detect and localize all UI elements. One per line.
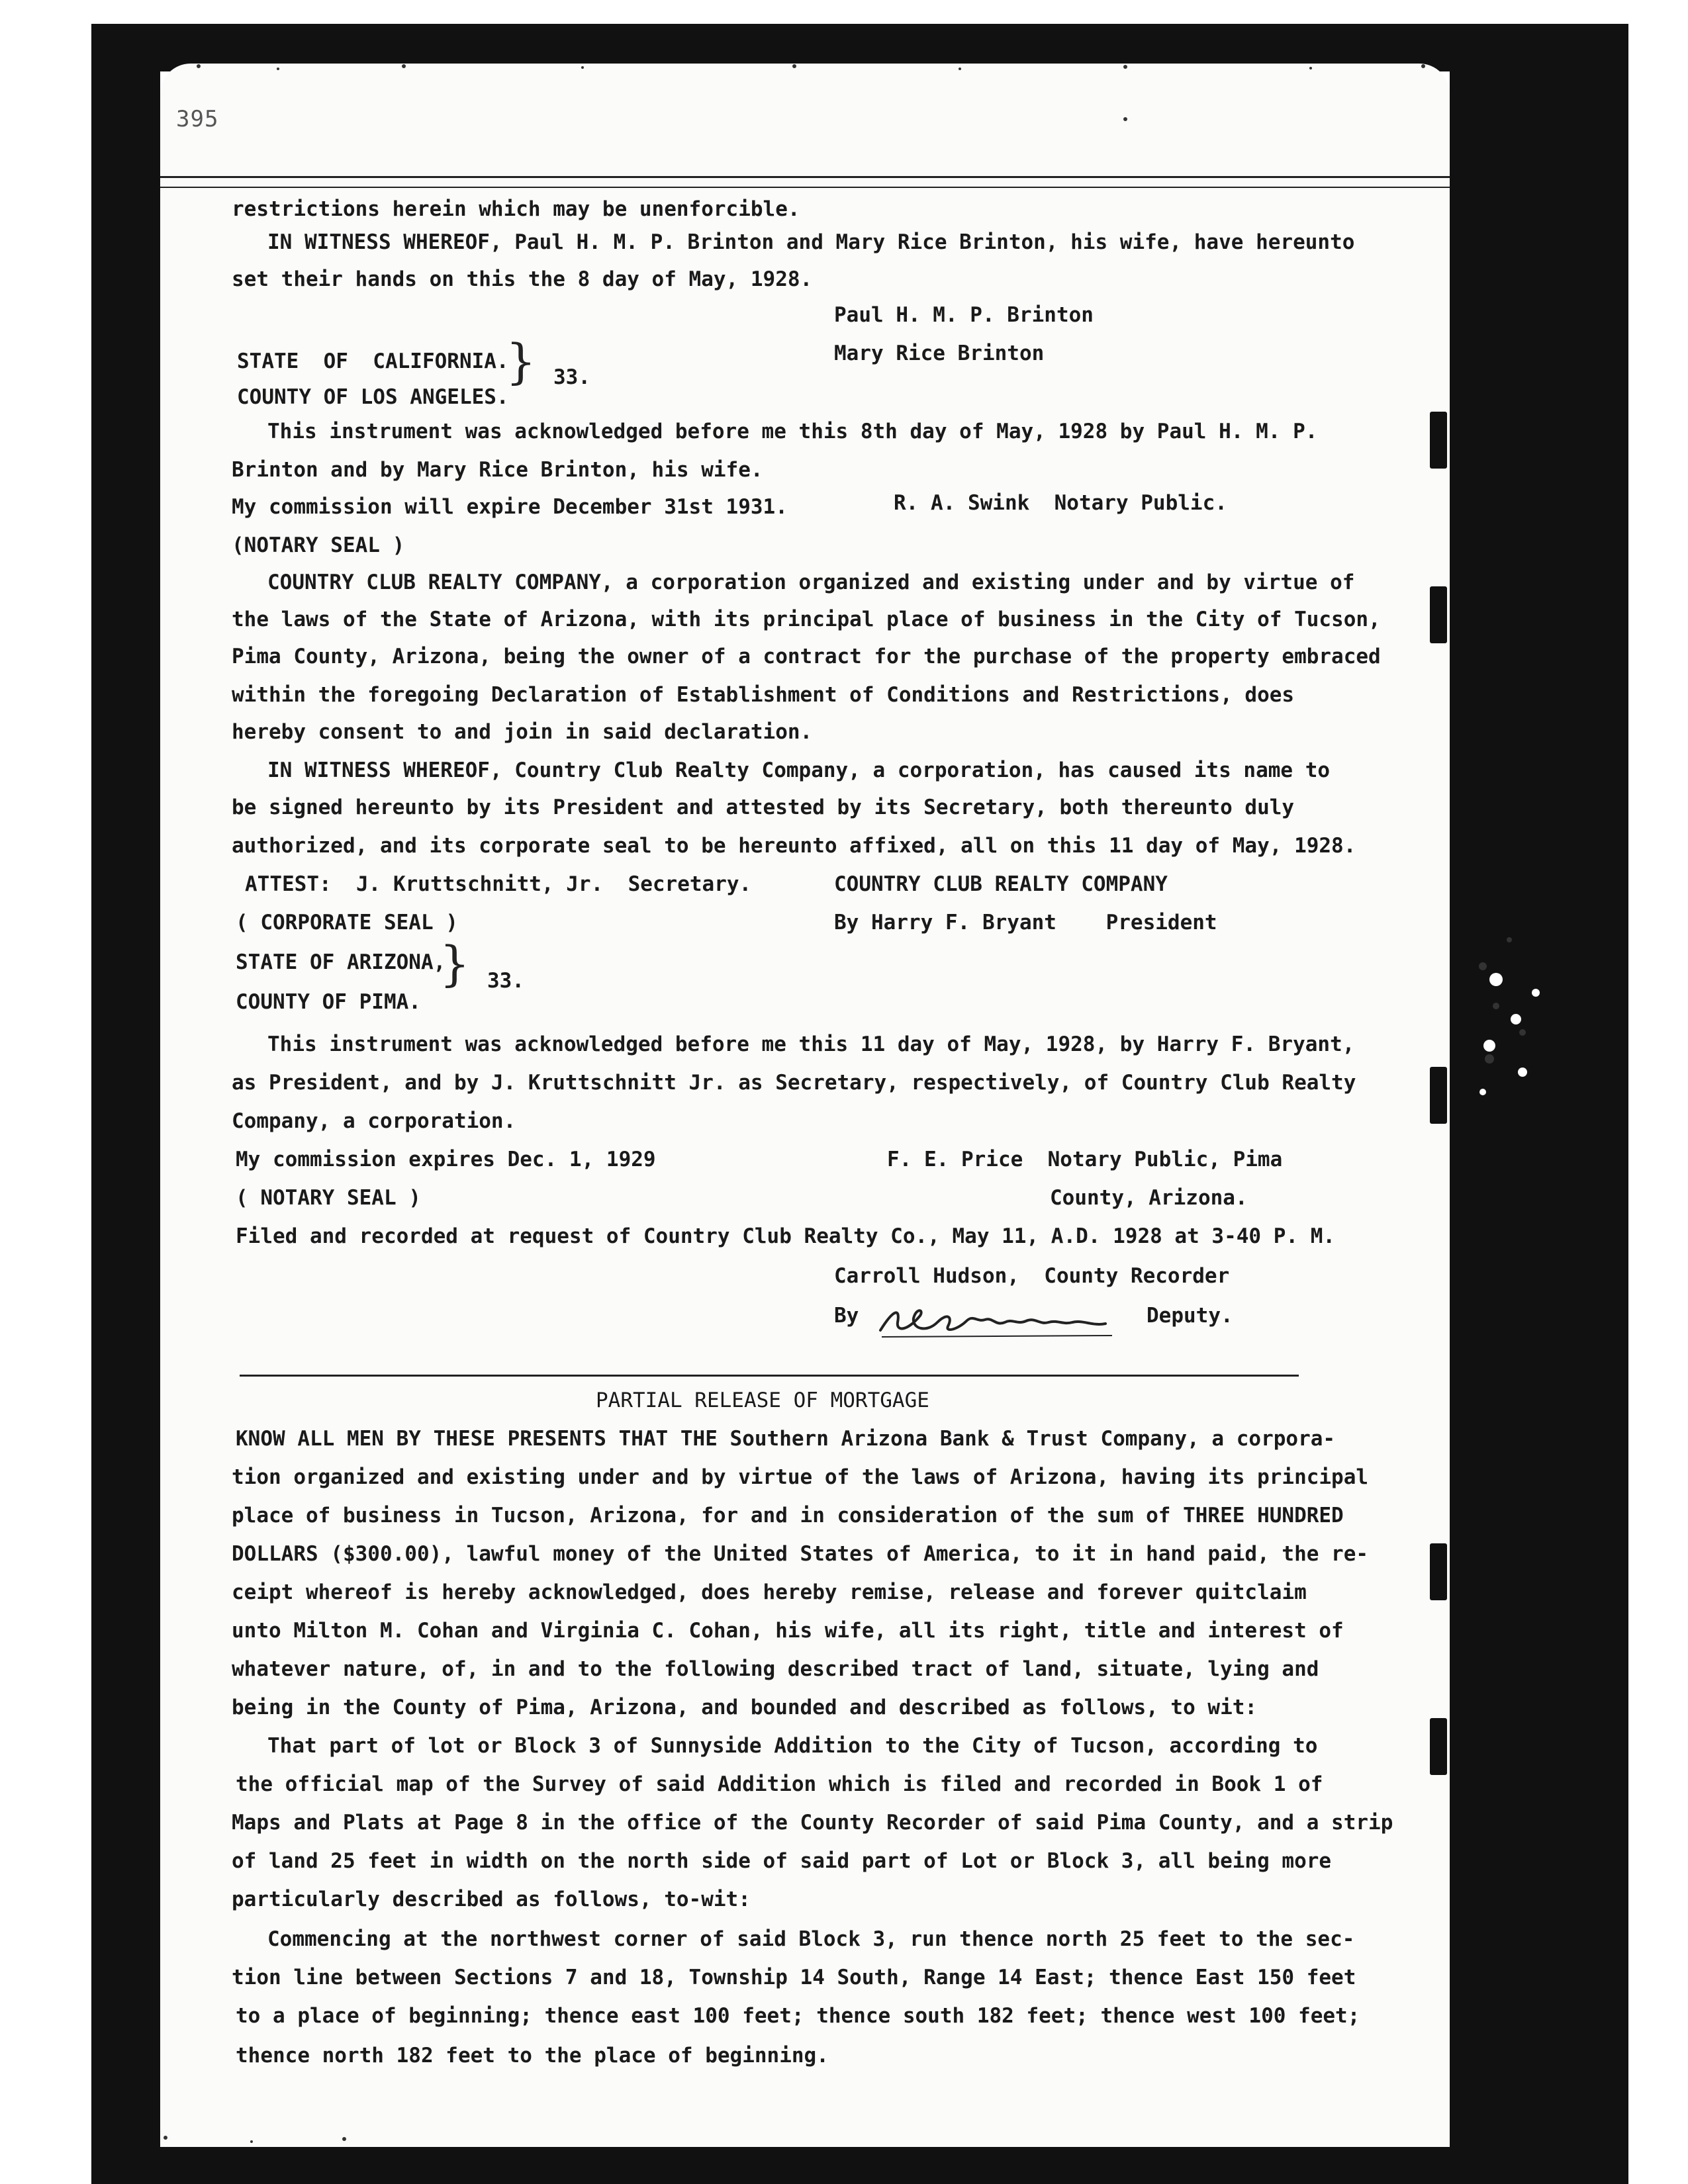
- text-line: being in the County of Pima, Arizona, and bounded and described as follows, to wit:: [232, 1696, 1258, 1719]
- venue-ss: 33.: [487, 969, 524, 993]
- text-line: unto Milton M. Cohan and Virginia C. Cohan, his wife, all its right, title and interest of: [232, 1619, 1344, 1643]
- text-line: This instrument was acknowledged before me this 8th day of May, 1928 by Paul H. M. P.: [267, 420, 1318, 443]
- text-line: KNOW ALL MEN BY THESE PRESENTS THAT THE Southern Arizona Bank & Trust Company, a corpora-: [236, 1427, 1336, 1451]
- text-line: particularly described as follows, to-wit:: [232, 1888, 751, 1911]
- text-line: place of business in Tucson, Arizona, for and in consideration of the sum of THREE HUNDRED: [232, 1504, 1344, 1527]
- notary-name: F. E. Price Notary Public, Pima: [887, 1148, 1283, 1171]
- margin-marker: [1430, 412, 1447, 469]
- by-label: By: [834, 1304, 859, 1328]
- venue-state: STATE OF ARIZONA,: [236, 950, 446, 974]
- text-line: Commencing at the northwest corner of said Block 3, run thence north 25 feet to the sec-: [267, 1927, 1355, 1951]
- text-line: thence north 182 feet to the place of beginning.: [236, 2044, 829, 2068]
- text-line: IN WITNESS WHEREOF, Paul H. M. P. Brinton and Mary Rice Brinton, his wife, have hereunto: [267, 230, 1355, 254]
- text-line: set their hands on this the 8 day of May, 1928.: [232, 267, 813, 291]
- venue-state: STATE OF CALIFORNIA.: [237, 349, 509, 373]
- president-line: By Harry F. Bryant President: [834, 911, 1217, 934]
- margin-marker: [1430, 1543, 1447, 1600]
- page-number: 395: [176, 106, 219, 132]
- text-line: the official map of the Survey of said Addition which is filed and recorded in Book 1 of: [236, 1772, 1323, 1796]
- text-line: the laws of the State of Arizona, with its principal place of business in the City of Tucson,: [232, 608, 1381, 631]
- seal-label: ( NOTARY SEAL ): [236, 1186, 421, 1210]
- text-line: That part of lot or Block 3 of Sunnyside Addition to the City of Tucson, according to: [267, 1734, 1318, 1758]
- text-line: IN WITNESS WHEREOF, Country Club Realty Company, a corporation, has caused its name to: [267, 758, 1331, 782]
- header-rule-secondary: [160, 187, 1450, 188]
- venue-brace: }: [440, 936, 470, 991]
- text-line: County, Arizona.: [1050, 1186, 1248, 1210]
- text-line: ceipt whereof is hereby acknowledged, does hereby remise, release and forever quitclaim: [232, 1580, 1307, 1604]
- company-name: COUNTRY CLUB REALTY COMPANY: [834, 872, 1168, 896]
- text-line: tion line between Sections 7 and 18, Township 14 South, Range 14 East; thence East 150 feet: [232, 1966, 1356, 1989]
- margin-marker: [1430, 586, 1447, 643]
- venue-brace: }: [506, 334, 536, 389]
- text-line: COUNTRY CLUB REALTY COMPANY, a corporation organized and existing under and by virtue of: [267, 570, 1355, 594]
- venue-ss: 33.: [553, 365, 590, 389]
- recorder-line: Carroll Hudson, County Recorder: [834, 1264, 1230, 1288]
- text-line: within the foregoing Declaration of Establishment of Conditions and Restrictions, does: [232, 683, 1295, 707]
- text-line: DOLLARS ($300.00), lawful money of the United States of America, to it in hand paid, the re-: [232, 1542, 1369, 1566]
- attest-line: ATTEST: J. Kruttschnitt, Jr. Secretary.: [245, 872, 752, 896]
- text-line: be signed hereunto by its President and attested by its Secretary, both thereunto duly: [232, 796, 1295, 819]
- margin-marker: [1430, 1067, 1447, 1124]
- text-line: restrictions herein which may be unenforcible.: [232, 197, 800, 221]
- margin-marker: [1430, 1718, 1447, 1775]
- section-divider: [240, 1375, 1299, 1377]
- text-line: Brinton and by Mary Rice Brinton, his wife.: [232, 458, 763, 482]
- signatory-name: Paul H. M. P. Brinton: [834, 303, 1094, 327]
- text-line: Filed and recorded at request of Country Club Realty Co., May 11, A.D. 1928 at 3-40 P. M.: [236, 1224, 1336, 1248]
- section-heading: PARTIAL RELEASE OF MORTGAGE: [596, 1388, 929, 1412]
- seal-label: (NOTARY SEAL ): [232, 533, 405, 557]
- text-line: Company, a corporation.: [232, 1109, 516, 1133]
- text-line: My commission expires Dec. 1, 1929: [236, 1148, 656, 1171]
- text-line: whatever nature, of, in and to the following described tract of land, situate, lying and: [232, 1657, 1319, 1681]
- text-line: hereby consent to and join in said declaration.: [232, 720, 813, 744]
- text-line: to a place of beginning; thence east 100 feet; thence south 182 feet; thence west 100 feet;: [236, 2004, 1360, 2028]
- venue-county: COUNTY OF PIMA.: [236, 990, 421, 1014]
- venue-county: COUNTY OF LOS ANGELES.: [237, 385, 509, 409]
- text-line: My commission will expire December 31st 1931.: [232, 495, 788, 519]
- signatory-name: Mary Rice Brinton: [834, 341, 1045, 365]
- deputy-label: Deputy.: [1147, 1304, 1233, 1328]
- text-line: Pima County, Arizona, being the owner of a contract for the purchase of the property embraced: [232, 645, 1381, 668]
- text-line: This instrument was acknowledged before me this 11 day of May, 1928, by Harry F. Bryant,: [267, 1032, 1355, 1056]
- header-rule: [160, 176, 1450, 178]
- signature-image: [874, 1302, 1152, 1342]
- text-line: tion organized and existing under and by virtue of the laws of Arizona, having its principal: [232, 1465, 1369, 1489]
- text-line: authorized, and its corporate seal to be hereunto affixed, all on this 11 day of May, 1928.: [232, 834, 1356, 858]
- text-line: of land 25 feet in width on the north side of said part of Lot or Block 3, all being more: [232, 1849, 1332, 1873]
- text-line: as President, and by J. Kruttschnitt Jr. as Secretary, respectively, of Country Club Realty: [232, 1071, 1356, 1095]
- text-line: Maps and Plats at Page 8 in the office of the County Recorder of said Pima County, and a strip: [232, 1811, 1393, 1835]
- seal-label: ( CORPORATE SEAL ): [236, 911, 458, 934]
- notary-name: R. A. Swink Notary Public.: [894, 491, 1227, 515]
